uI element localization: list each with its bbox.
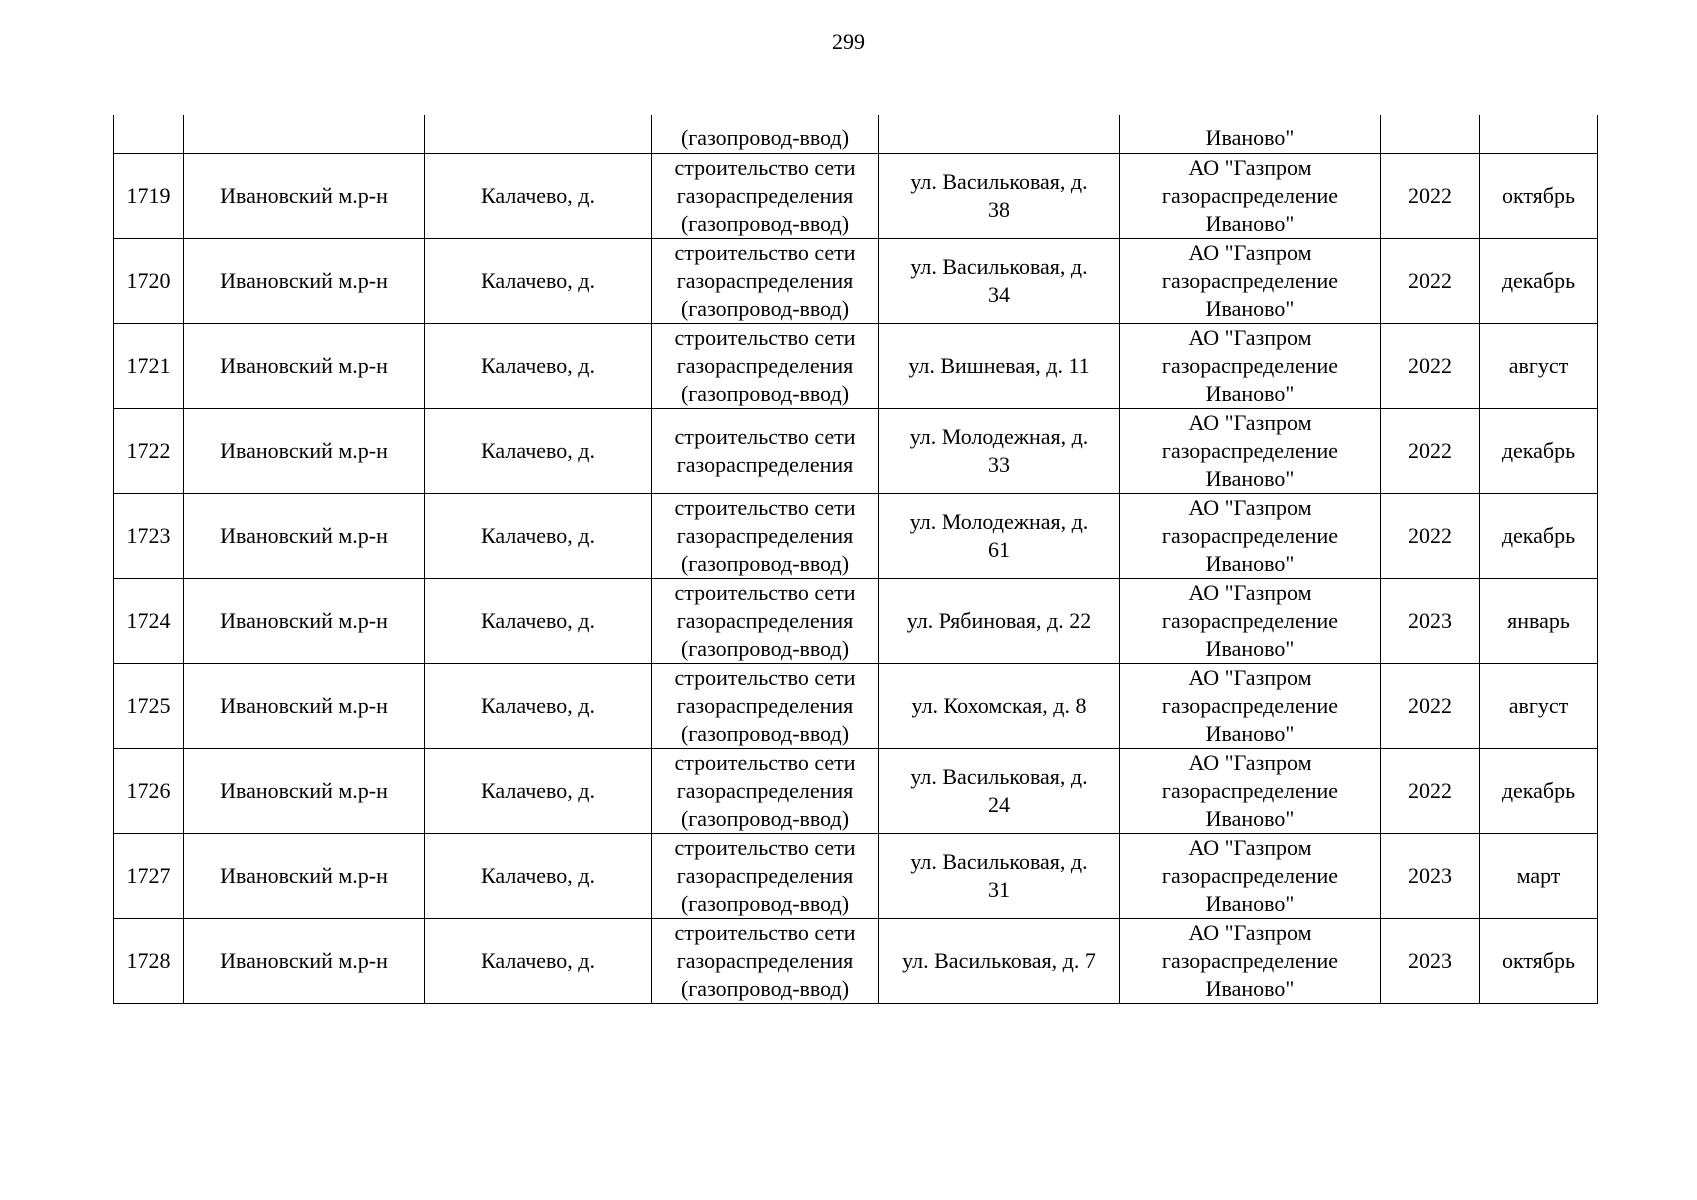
work-type-line-2: газораспределения xyxy=(676,778,854,803)
cell-work-type xyxy=(652,239,879,324)
cell-num xyxy=(114,664,184,749)
year: 2022 xyxy=(1408,183,1452,208)
operator-line-2: газораспределение xyxy=(1161,948,1339,973)
settlement: Калачево, д. xyxy=(481,183,595,208)
address-line-2: 38 xyxy=(988,197,1010,222)
work-type-line-2: газораспределения xyxy=(676,268,854,293)
settlement: Калачево, д. xyxy=(481,863,595,888)
settlement: Калачево, д. xyxy=(481,608,595,633)
address-line-2: 31 xyxy=(988,877,1010,902)
cell-settlement xyxy=(425,239,652,324)
cell-work-type xyxy=(652,749,879,834)
cell-year xyxy=(1381,494,1480,579)
cell-num xyxy=(114,239,184,324)
address-line-2: 34 xyxy=(988,282,1010,307)
cell-work-type xyxy=(652,154,879,239)
work-type-line-1: строительство сети xyxy=(674,920,856,945)
table-row xyxy=(114,579,1598,664)
settlement: Калачево, д. xyxy=(481,948,595,973)
cell-address xyxy=(879,324,1120,409)
work-type-line-2: газораспределения xyxy=(676,948,854,973)
cell-year xyxy=(1381,409,1480,494)
cell-work-type xyxy=(652,409,879,494)
operator-line-2: газораспределение xyxy=(1161,353,1339,378)
cell-operator xyxy=(1120,579,1381,664)
row-number: 1719 xyxy=(126,183,171,208)
operator-line-1: АО "Газпром xyxy=(1188,325,1312,350)
address-line-1: ул. Васильковая, д. 7 xyxy=(902,948,1096,973)
cell-settlement xyxy=(425,919,652,1004)
month: январь xyxy=(1507,608,1570,633)
operator-line-3: Иваново" xyxy=(1205,381,1295,406)
address-line-1: ул. Васильковая, д. xyxy=(910,169,1088,194)
work-type-line-2: газораспределения xyxy=(676,693,854,718)
cell-district xyxy=(184,579,425,664)
operator-line-3: Иваново" xyxy=(1205,976,1295,1001)
work-type-line-1: строительство сети xyxy=(674,155,856,180)
cell-month xyxy=(1480,579,1598,664)
continuation-row xyxy=(114,115,1598,154)
month: декабрь xyxy=(1501,438,1576,463)
operator-line-2: газораспределение xyxy=(1161,608,1339,633)
work-type-line-3: (газопровод-ввод) xyxy=(680,891,850,916)
year: 2023 xyxy=(1408,608,1452,633)
cell-operator xyxy=(1120,834,1381,919)
cell-settlement xyxy=(425,834,652,919)
cell-num xyxy=(114,579,184,664)
row-number: 1728 xyxy=(126,948,171,973)
cell-num xyxy=(114,749,184,834)
settlement: Калачево, д. xyxy=(481,438,595,463)
district: Ивановский м.р-н xyxy=(220,353,388,378)
cell-year xyxy=(1381,664,1480,749)
operator-line-2: газораспределение xyxy=(1161,693,1339,718)
work-type-line-2: газораспределения xyxy=(676,452,854,477)
cell-operator xyxy=(1120,749,1381,834)
work-type-line-3: (газопровод-ввод) xyxy=(680,721,850,746)
page-number: 299 xyxy=(832,29,865,54)
cell-district xyxy=(184,239,425,324)
cell-settlement xyxy=(425,494,652,579)
year: 2023 xyxy=(1408,863,1452,888)
work-type-tail: (газопровод-ввод) xyxy=(680,125,850,150)
work-type-line-1: строительство сети xyxy=(674,750,856,775)
district: Ивановский м.р-н xyxy=(220,268,388,293)
cell-address xyxy=(879,834,1120,919)
cell-district xyxy=(184,494,425,579)
cell-district xyxy=(184,409,425,494)
operator-line-1: АО "Газпром xyxy=(1188,580,1312,605)
operator-line-1: АО "Газпром xyxy=(1188,240,1312,265)
address-line-1: ул. Васильковая, д. xyxy=(910,254,1088,279)
year: 2022 xyxy=(1408,778,1452,803)
operator-line-3: Иваново" xyxy=(1205,466,1295,491)
table-row xyxy=(114,664,1598,749)
row-number: 1727 xyxy=(126,863,171,888)
table-row xyxy=(114,834,1598,919)
cell-num xyxy=(114,919,184,1004)
table-row xyxy=(114,919,1598,1004)
row-number: 1725 xyxy=(126,693,171,718)
work-type-line-1: строительство сети xyxy=(674,835,856,860)
cell-year xyxy=(1381,154,1480,239)
address-line-1: ул. Молодежная, д. xyxy=(909,509,1089,534)
table-row xyxy=(114,239,1598,324)
operator-line-3: Иваново" xyxy=(1205,551,1295,576)
work-type-line-3: (газопровод-ввод) xyxy=(680,381,850,406)
cell-district xyxy=(184,919,425,1004)
cell-settlement xyxy=(425,115,652,154)
cell-num xyxy=(114,494,184,579)
cell-settlement xyxy=(425,154,652,239)
work-type-line-1: строительство сети xyxy=(674,495,856,520)
district: Ивановский м.р-н xyxy=(220,693,388,718)
cell-month xyxy=(1480,409,1598,494)
month: март xyxy=(1516,863,1561,888)
table-row xyxy=(114,494,1598,579)
month: октябрь xyxy=(1501,183,1576,208)
cell-year xyxy=(1381,919,1480,1004)
operator-line-1: АО "Газпром xyxy=(1188,665,1312,690)
operator-line-1: АО "Газпром xyxy=(1188,495,1312,520)
work-type-line-2: газораспределения xyxy=(676,353,854,378)
cell-operator xyxy=(1120,154,1381,239)
work-type-line-2: газораспределения xyxy=(676,863,854,888)
year: 2023 xyxy=(1408,948,1452,973)
cell-address xyxy=(879,239,1120,324)
work-type-line-1: строительство сети xyxy=(674,325,856,350)
cell-month xyxy=(1480,115,1598,154)
cell-work-type xyxy=(652,664,879,749)
cell-work-type xyxy=(652,494,879,579)
operator-line-2: газораспределение xyxy=(1161,183,1339,208)
cell-work-type xyxy=(652,919,879,1004)
work-type-line-1: строительство сети xyxy=(674,580,856,605)
row-number: 1720 xyxy=(126,268,171,293)
work-type-line-3: (газопровод-ввод) xyxy=(680,211,850,236)
cell-district xyxy=(184,324,425,409)
address-line-2: 24 xyxy=(988,792,1010,817)
address-line-2: 33 xyxy=(988,452,1010,477)
operator-line-3: Иваново" xyxy=(1205,636,1295,661)
cell-operator xyxy=(1120,115,1381,154)
settlement: Калачево, д. xyxy=(481,693,595,718)
operator-line-2: газораспределение xyxy=(1161,523,1339,548)
cell-district xyxy=(184,154,425,239)
cell-operator xyxy=(1120,494,1381,579)
operator-tail: Иваново" xyxy=(1205,125,1295,150)
cell-operator xyxy=(1120,239,1381,324)
operator-line-1: АО "Газпром xyxy=(1188,835,1312,860)
district: Ивановский м.р-н xyxy=(220,948,388,973)
cell-year xyxy=(1381,579,1480,664)
cell-address xyxy=(879,579,1120,664)
month: декабрь xyxy=(1501,268,1576,293)
month: октябрь xyxy=(1501,948,1576,973)
table-row xyxy=(114,324,1598,409)
cell-month xyxy=(1480,154,1598,239)
operator-line-2: газораспределение xyxy=(1161,268,1339,293)
cell-address xyxy=(879,409,1120,494)
month: декабрь xyxy=(1501,778,1576,803)
district: Ивановский м.р-н xyxy=(220,608,388,633)
cell-month xyxy=(1480,749,1598,834)
cell-num xyxy=(114,154,184,239)
table-row xyxy=(114,154,1598,239)
cell-year xyxy=(1381,749,1480,834)
cell-address xyxy=(879,115,1120,154)
row-number: 1723 xyxy=(126,523,171,548)
cell-district xyxy=(184,749,425,834)
cell-settlement xyxy=(425,749,652,834)
month: декабрь xyxy=(1501,523,1576,548)
operator-line-1: АО "Газпром xyxy=(1188,920,1312,945)
cell-district xyxy=(184,664,425,749)
year: 2022 xyxy=(1408,523,1452,548)
table-row xyxy=(114,409,1598,494)
cell-num xyxy=(114,324,184,409)
cell-settlement xyxy=(425,664,652,749)
operator-line-3: Иваново" xyxy=(1205,721,1295,746)
district: Ивановский м.р-н xyxy=(220,863,388,888)
cell-address xyxy=(879,664,1120,749)
operator-line-2: газораспределение xyxy=(1161,863,1339,888)
cell-num xyxy=(114,409,184,494)
table-body xyxy=(114,115,1598,1004)
address-line-1: ул. Рябиновая, д. 22 xyxy=(906,608,1092,633)
settlement: Калачево, д. xyxy=(481,778,595,803)
year: 2022 xyxy=(1408,693,1452,718)
address-line-1: ул. Васильковая, д. xyxy=(910,849,1088,874)
operator-line-1: АО "Газпром xyxy=(1188,750,1312,775)
cell-work-type xyxy=(652,115,879,154)
operator-line-2: газораспределение xyxy=(1161,438,1339,463)
cell-work-type xyxy=(652,579,879,664)
cell-year xyxy=(1381,239,1480,324)
month: август xyxy=(1508,353,1569,378)
cell-settlement xyxy=(425,579,652,664)
cell-num xyxy=(114,834,184,919)
cell-address xyxy=(879,919,1120,1004)
operator-line-3: Иваново" xyxy=(1205,891,1295,916)
cell-month xyxy=(1480,239,1598,324)
work-type-line-1: строительство сети xyxy=(674,424,856,449)
work-type-line-3: (газопровод-ввод) xyxy=(680,296,850,321)
settlement: Калачево, д. xyxy=(481,268,595,293)
cell-address xyxy=(879,749,1120,834)
cell-address xyxy=(879,494,1120,579)
cell-month xyxy=(1480,664,1598,749)
work-type-line-2: газораспределения xyxy=(676,523,854,548)
work-type-line-2: газораспределения xyxy=(676,183,854,208)
month: август xyxy=(1508,693,1569,718)
operator-line-3: Иваново" xyxy=(1205,211,1295,236)
cell-district xyxy=(184,115,425,154)
cell-month xyxy=(1480,834,1598,919)
settlement: Калачево, д. xyxy=(481,353,595,378)
operator-line-1: АО "Газпром xyxy=(1188,410,1312,435)
cell-operator xyxy=(1120,919,1381,1004)
cell-year xyxy=(1381,115,1480,154)
work-type-line-2: газораспределения xyxy=(676,608,854,633)
row-number: 1724 xyxy=(126,608,171,633)
district: Ивановский м.р-н xyxy=(220,438,388,463)
work-type-line-3: (газопровод-ввод) xyxy=(680,551,850,576)
address-line-1: ул. Молодежная, д. xyxy=(909,424,1089,449)
cell-address xyxy=(879,154,1120,239)
address-line-1: ул. Васильковая, д. xyxy=(910,764,1088,789)
work-type-line-1: строительство сети xyxy=(674,665,856,690)
district: Ивановский м.р-н xyxy=(220,523,388,548)
row-number: 1722 xyxy=(126,438,171,463)
work-type-line-3: (газопровод-ввод) xyxy=(680,636,850,661)
district: Ивановский м.р-н xyxy=(220,778,388,803)
table-row xyxy=(114,749,1598,834)
gasification-table xyxy=(113,115,1598,1004)
operator-line-3: Иваново" xyxy=(1205,296,1295,321)
cell-settlement xyxy=(425,409,652,494)
operator-line-3: Иваново" xyxy=(1205,806,1295,831)
address-line-1: ул. Кохомская, д. 8 xyxy=(911,693,1087,718)
year: 2022 xyxy=(1408,438,1452,463)
cell-month xyxy=(1480,324,1598,409)
cell-operator xyxy=(1120,664,1381,749)
work-type-line-1: строительство сети xyxy=(674,240,856,265)
row-number: 1721 xyxy=(126,353,171,378)
operator-line-2: газораспределение xyxy=(1161,778,1339,803)
cell-work-type xyxy=(652,324,879,409)
cell-year xyxy=(1381,834,1480,919)
address-line-1: ул. Вишневая, д. 11 xyxy=(908,353,1090,378)
operator-line-1: АО "Газпром xyxy=(1188,155,1312,180)
cell-operator xyxy=(1120,409,1381,494)
settlement: Калачево, д. xyxy=(481,523,595,548)
work-type-line-3: (газопровод-ввод) xyxy=(680,806,850,831)
cell-work-type xyxy=(652,834,879,919)
year: 2022 xyxy=(1408,268,1452,293)
row-number: 1726 xyxy=(126,778,171,803)
cell-operator xyxy=(1120,324,1381,409)
cell-month xyxy=(1480,919,1598,1004)
address-line-2: 61 xyxy=(988,537,1010,562)
year: 2022 xyxy=(1408,353,1452,378)
cell-num xyxy=(114,115,184,154)
district: Ивановский м.р-н xyxy=(220,183,388,208)
cell-district xyxy=(184,834,425,919)
cell-settlement xyxy=(425,324,652,409)
cell-month xyxy=(1480,494,1598,579)
work-type-line-3: (газопровод-ввод) xyxy=(680,976,850,1001)
cell-year xyxy=(1381,324,1480,409)
